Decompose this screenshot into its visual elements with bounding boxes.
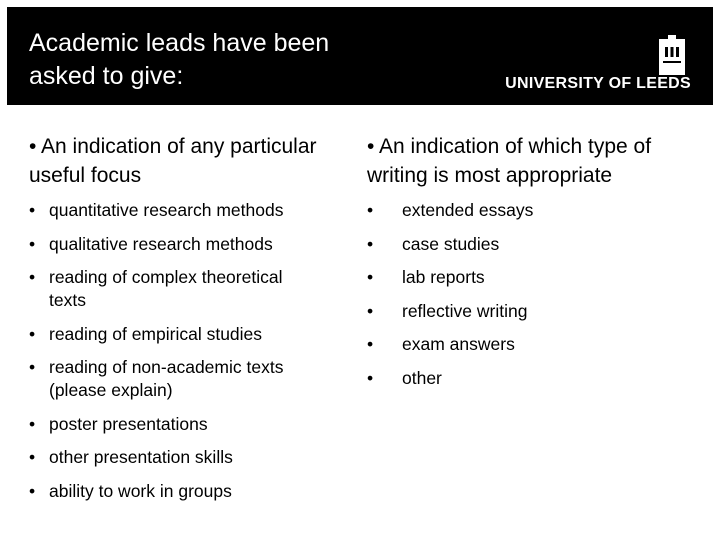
focus-item: • reading of complex theoretical texts (29, 266, 319, 312)
writing-type-item: • case studies (367, 233, 707, 256)
focus-item: • ability to work in groups (29, 480, 364, 503)
writing-type-list (367, 199, 707, 390)
slide-title: Academic leads have been asked to give: (29, 29, 330, 90)
focus-item: • reading of empirical studies (29, 323, 364, 346)
slide-header (7, 7, 713, 105)
focus-list (29, 199, 364, 503)
logo-wordmark: UNIVERSITY OF LEEDS (505, 75, 691, 92)
writing-type-column (367, 132, 707, 400)
focus-item: • reading of non-academic texts (please explain) (29, 356, 324, 402)
focus-item: • other presentation skills (29, 446, 364, 469)
writing-type-heading: • An indication of which type of writing is most appropriate (367, 135, 652, 187)
focus-heading: • An indication of any particular useful focus (29, 135, 317, 187)
parkinson-tower-icon (657, 35, 687, 75)
focus-item: • poster presentations (29, 413, 364, 436)
writing-type-item: • lab reports (367, 266, 707, 289)
writing-type-item: • other (367, 367, 707, 390)
focus-column (29, 132, 364, 513)
focus-item: • qualitative research methods (29, 233, 364, 256)
writing-type-item: • reflective writing (367, 300, 707, 323)
university-logo (505, 35, 691, 93)
writing-type-item: • extended essays (367, 199, 707, 222)
writing-type-item: • exam answers (367, 333, 707, 356)
focus-item: • quantitative research methods (29, 199, 364, 222)
